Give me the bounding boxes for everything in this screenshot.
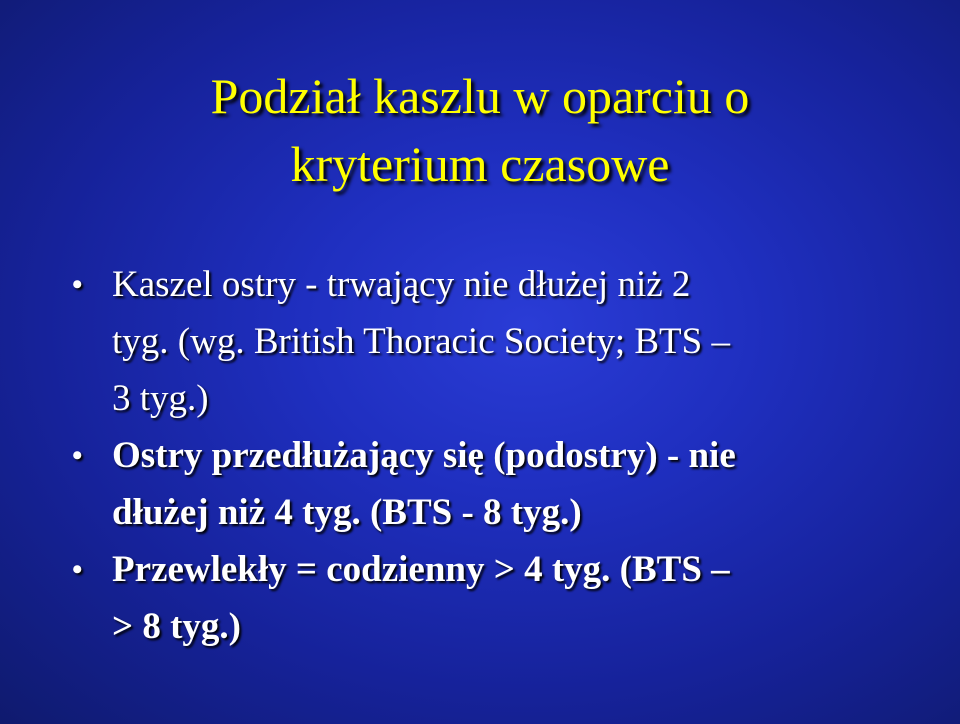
bullet-dot: • [72, 553, 83, 586]
bullet-list [68, 256, 888, 655]
bullet-text-line: Przewlekły = codzienny > 4 tyg. (BTS – [112, 549, 730, 590]
bullet-text-line: Ostry przedłużający się (podostry) - nie [112, 435, 736, 476]
bullet-dot: • [72, 268, 83, 301]
title-line-1: Podział kaszlu w oparciu o [210, 68, 750, 124]
bullet-text-line: > 8 tyg.) [112, 606, 241, 647]
slide-title [0, 62, 960, 198]
bullet-text-line: Kaszel ostry - trwający nie dłużej niż 2 [112, 264, 691, 305]
bullet-text-line: dłużej niż 4 tyg. (BTS - 8 tyg.) [112, 492, 582, 533]
bullet-text-line: tyg. (wg. British Thoracic Society; BTS – [112, 321, 730, 362]
title-line-2: kryterium czasowe [290, 136, 670, 192]
bullet-item-acute-cough [68, 256, 888, 427]
bullet-item-chronic-cough [68, 541, 888, 655]
bullet-item-subacute-cough [68, 427, 888, 541]
bullet-text-line: 3 tyg.) [112, 378, 209, 419]
bullet-dot: • [72, 439, 83, 472]
